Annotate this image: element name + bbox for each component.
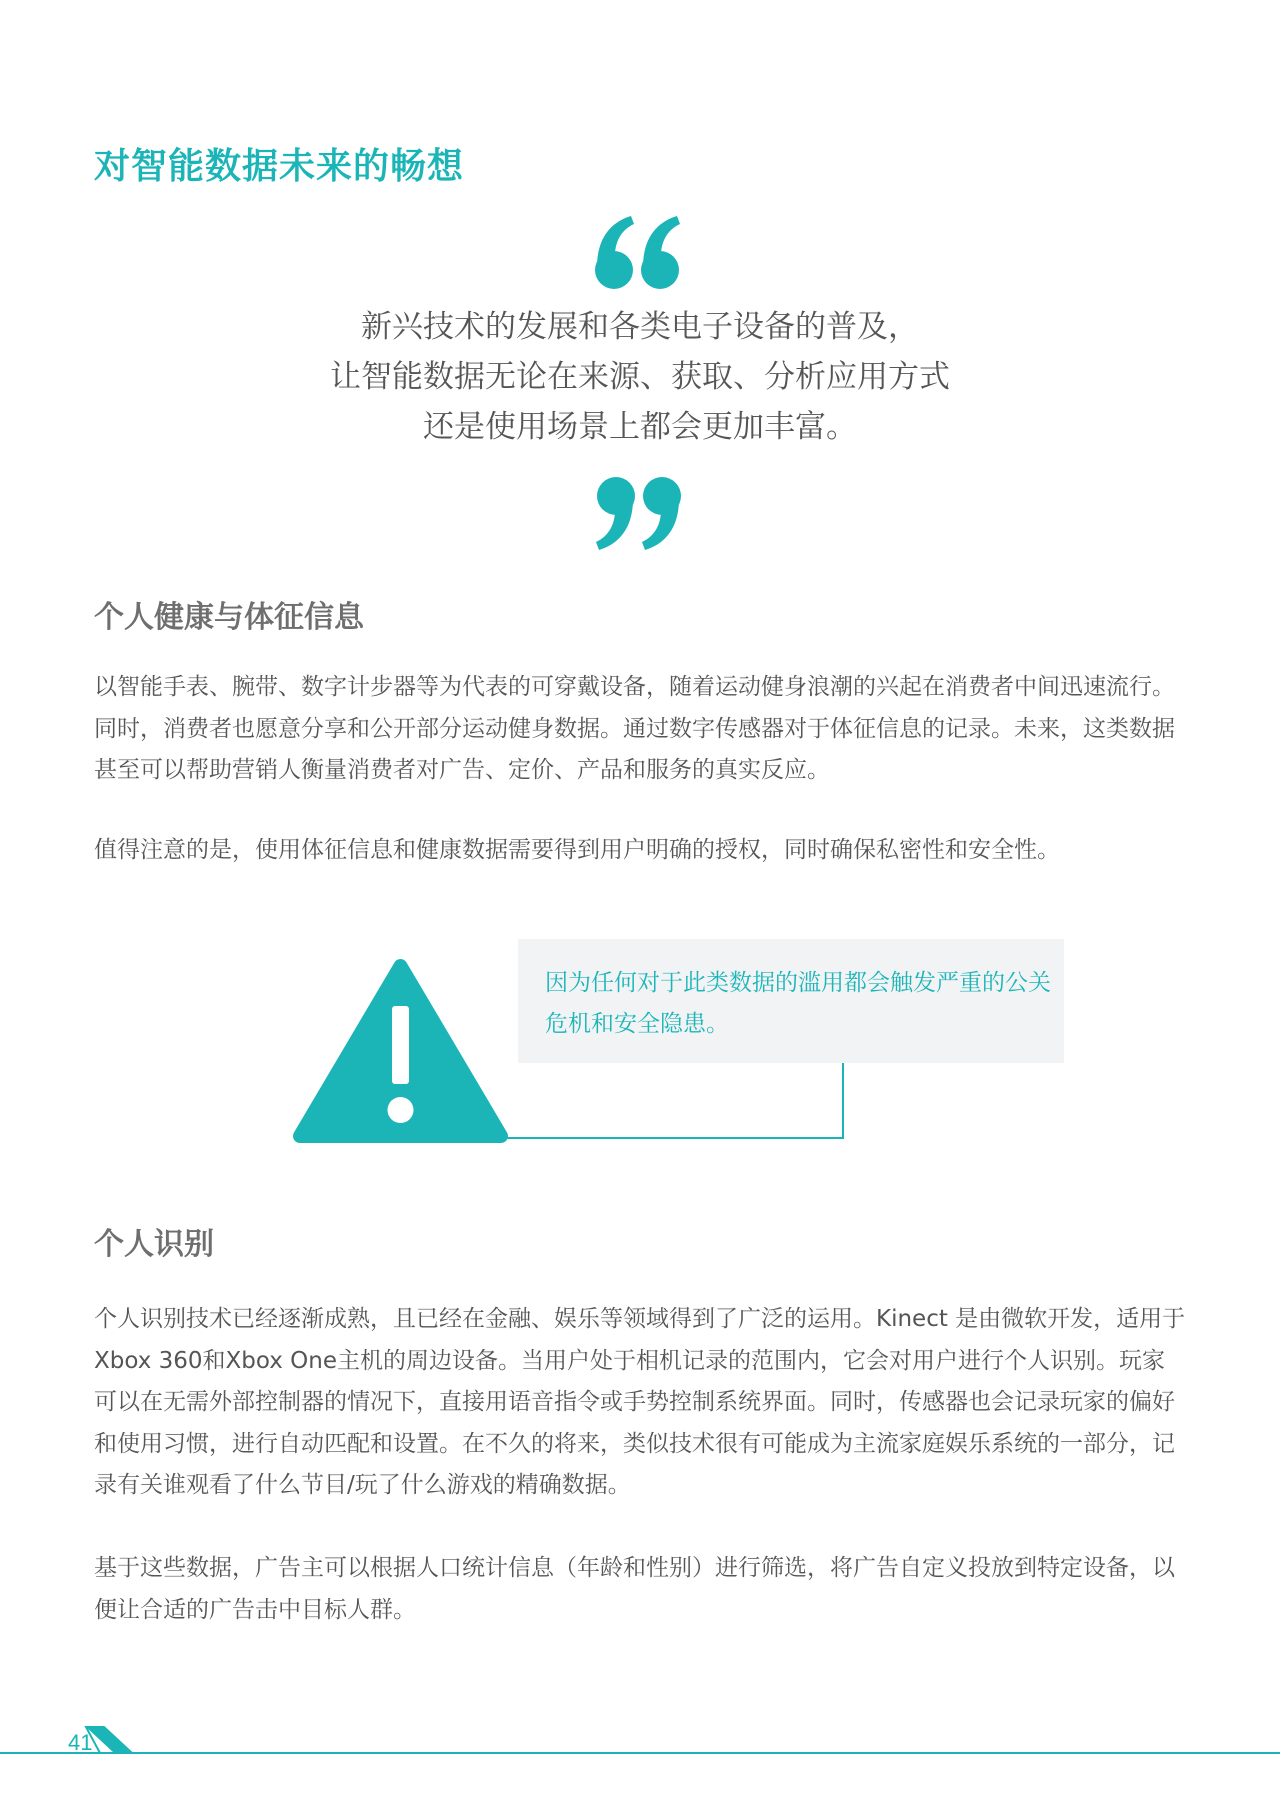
quote-line: 让智能数据无论在来源、获取、分析应用方式 <box>330 359 950 395</box>
quote-line: 还是使用场景上都会更加丰富。 <box>423 409 857 445</box>
highlight-quote <box>200 302 1080 452</box>
identity-paragraph-2: 基于这些数据，广告主可以根据人口统计信息（年龄和性别）进行筛选，将广告自定义投放到特定设备，以便让合适的广告击中目标人群。 <box>94 1555 1175 1623</box>
identity-paragraph-1: 个人识别技术已经逐渐成熟，且已经在金融、娱乐等领域得到了广泛的运用。Kinect 是由微软开发，适用于Xbox 360和Xbox One主机的周边设备。当用户处于相机记录的范围内，它会对用户进行个人识别。玩家可以在无需外部控制器的情况下，直接用语音指令或手势控制系统界面。同时，传感器也会记录玩家的偏好和使用习惯，进行自动匹配和设置。在不久的将来，类似技术很有可能成为主流家庭娱乐系统的一部分，记录有关谁观看了什么节目/玩了什么游戏的精确数据。 <box>94 1306 1186 1498</box>
health-paragraph-2: 值得注意的是，使用体征信息和健康数据需要得到用户明确的授权，同时确保私密性和安全性。 <box>94 837 1060 863</box>
close-quote-icon <box>593 474 683 554</box>
section-heading-identity: 个人识别 <box>94 1227 214 1262</box>
callout-connector-line <box>842 1063 844 1139</box>
open-quote-icon <box>593 212 683 292</box>
callout-connector-line <box>440 1137 844 1139</box>
section-heading-health: 个人健康与体征信息 <box>94 600 364 635</box>
page-number: 41 <box>68 1730 93 1755</box>
quote-line: 新兴技术的发展和各类电子设备的普及， <box>361 309 919 345</box>
warning-triangle-icon <box>293 958 508 1146</box>
health-paragraph-1: 以智能手表、腕带、数字计步器等为代表的可穿戴设备，随着运动健身浪潮的兴起在消费者中间迅速流行。同时，消费者也愿意分享和公开部分运动健身数据。通过数字传感器对于体征信息的记录。未来，这类数据甚至可以帮助营销人衡量消费者对广告、定价、产品和服务的真实反应。 <box>94 674 1175 783</box>
warning-callout-text: 因为任何对于此类数据的滥用都会触发严重的公关危机和安全隐患。 <box>545 970 1051 1037</box>
footer-divider <box>0 1752 1280 1754</box>
page-title: 对智能数据未来的畅想 <box>94 146 465 187</box>
